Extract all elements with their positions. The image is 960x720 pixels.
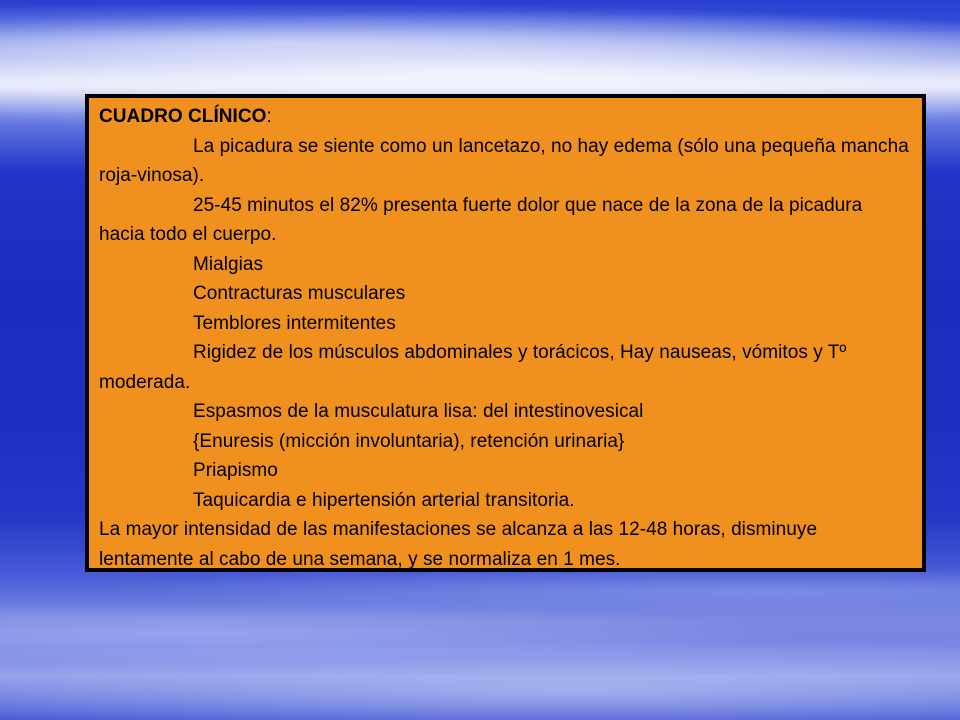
symptom-rigidity: Rigidez de los músculos abdominales y torácicos, Hay nauseas, vómitos y Tº moderada. — [99, 342, 847, 393]
heading-line — [99, 102, 912, 132]
paragraph-pain-onset: 25-45 minutos el 82% presenta fuerte dolor que nace de la zona de la picadura hacia todo el cuerpo. — [99, 194, 863, 245]
clinical-picture-textbox — [85, 94, 926, 572]
symptom-tremors: Temblores intermitentes — [193, 312, 396, 334]
slide-heading: CUADRO CLÍNICO — [99, 106, 267, 127]
background-highlight-bottom — [0, 620, 960, 680]
symptom-tachycardia: Taquicardia e hipertensión arterial transitoria. — [193, 489, 575, 511]
paragraph-sting-sensation: La picadura se siente como un lancetazo, no hay edema (sólo una pequeña mancha roja-vinosa). — [99, 135, 909, 186]
symptom-priapism: Priapismo — [193, 460, 278, 481]
symptom-enuresis: {Enuresis (micción involuntaria), retención urinaria} — [193, 430, 625, 452]
symptom-myalgia: Mialgias — [193, 253, 264, 275]
symptom-contractures: Contracturas musculares — [193, 283, 406, 304]
closing-paragraph: La mayor intensidad de las manifestaciones se alcanza a las 12-48 horas, disminuye lentamente al cabo de una semana, y se normaliza en 1 mes. — [99, 519, 818, 570]
symptom-spasms: Espasmos de la musculatura lisa: del intestinovesical — [193, 401, 644, 422]
heading-colon: : — [266, 106, 272, 127]
